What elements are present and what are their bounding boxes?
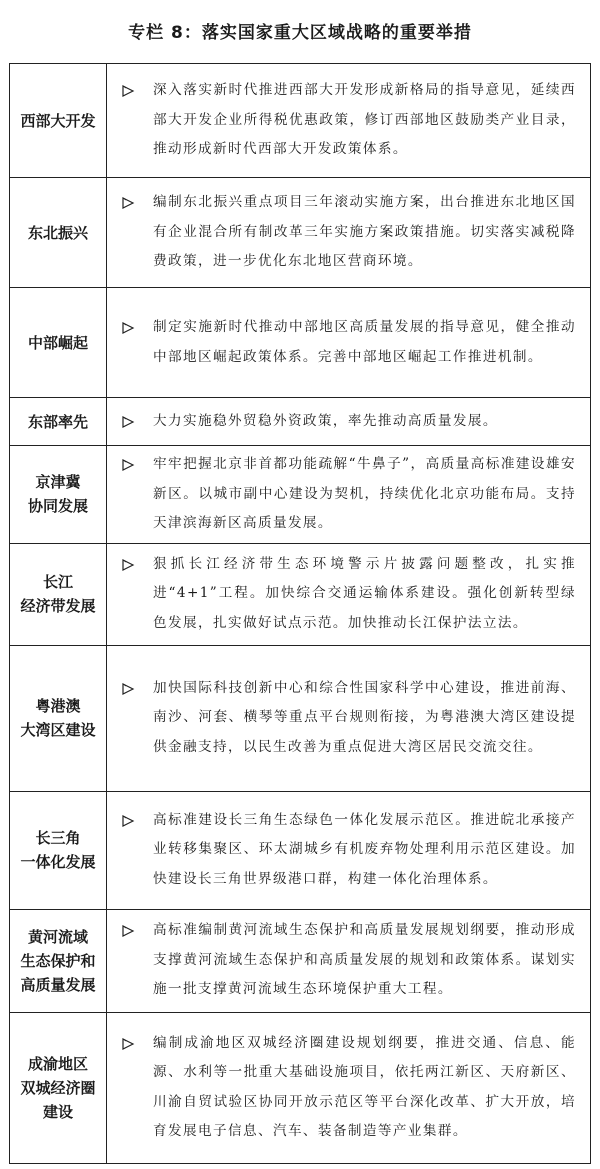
region-name-line: 成渝地区 xyxy=(27,1054,88,1073)
region-cell xyxy=(10,64,107,178)
measure-cell xyxy=(107,398,591,446)
table-row xyxy=(10,398,591,446)
arrow-bullet-icon xyxy=(121,196,135,210)
measure-cell xyxy=(107,178,591,288)
measure-text: 高标准建设长三角生态绿色一体化发展示范区。推进皖北承接产业转移集聚区、环太湖城乡有机废弃物处理利用示范区建设。加快建设长三角世界级港口群，构建一体化治理体系。 xyxy=(153,811,576,887)
region-cell xyxy=(10,446,107,544)
region-name-line: 东北振兴 xyxy=(27,223,88,242)
measure-item xyxy=(121,916,576,1005)
region-cell xyxy=(10,543,107,645)
measure-item xyxy=(121,188,576,277)
region-cell xyxy=(10,178,107,288)
region-name-line: 高质量发展 xyxy=(20,975,96,994)
region-cell xyxy=(10,398,107,446)
measure-item xyxy=(121,407,576,437)
measure-item xyxy=(121,550,576,639)
measure-item xyxy=(121,806,576,895)
region-name-line: 中部崛起 xyxy=(27,333,88,352)
arrow-bullet-icon xyxy=(121,84,135,98)
measure-text: 编制成渝地区双城经济圈建设规划纲要，推进交通、信息、能源、水利等一批重大基础设施项目，依托两江新区、天府新区、川渝自贸试验区协同开放示范区等平台深化改革、扩大开放，培育发展电子信息、汽车、装备制造等产业集群。 xyxy=(153,1034,576,1139)
measure-text: 制定实施新时代推动中部地区高质量发展的指导意见，健全推动中部地区崛起政策体系。完善中部地区崛起工作推进机制。 xyxy=(153,319,576,365)
measure-cell xyxy=(107,64,591,178)
measure-cell xyxy=(107,543,591,645)
region-name-line: 建设 xyxy=(42,1102,73,1121)
measure-text: 加快国际科技创新中心和综合性国家科学中心建设，推进前海、南沙、河套、横琴等重点平台规则衔接，为粤港澳大湾区建设提供金融支持，以民生改善为重点促进大湾区居民交流交往。 xyxy=(153,679,576,755)
arrow-bullet-icon xyxy=(121,682,135,696)
measure-cell xyxy=(107,909,591,1012)
measure-cell xyxy=(107,645,591,791)
arrow-bullet-icon xyxy=(121,924,135,938)
measure-text: 高标准编制黄河流域生态保护和高质量发展规划纲要，推动形成支撑黄河流域生态保护和高质量发展的规划和政策体系。谋划实施一批支撑黄河流域生态环境保护重大工程。 xyxy=(153,922,576,998)
table-row xyxy=(10,645,591,791)
table-row xyxy=(10,288,591,398)
measure-text: 大力实施稳外贸稳外资政策，率先推动高质量发展。 xyxy=(153,412,498,429)
region-name-line: 东部率先 xyxy=(27,412,88,431)
region-name-line: 西部大开发 xyxy=(20,111,96,130)
measure-cell xyxy=(107,1012,591,1163)
measure-item xyxy=(121,674,576,763)
region-cell xyxy=(10,645,107,791)
region-cell xyxy=(10,288,107,398)
region-name-line: 协同发展 xyxy=(27,497,88,516)
measure-cell xyxy=(107,446,591,544)
region-name-line: 长三角 xyxy=(35,829,81,847)
table-row xyxy=(10,1012,591,1163)
region-cell xyxy=(10,1012,107,1163)
measure-text: 牢牢把握北京非首都功能疏解“牛鼻子”，高质量高标准建设雄安新区。以城市副中心建设为契机，持续优化北京功能布局。支持天津滨海新区高质量发展。 xyxy=(153,456,576,531)
region-name-line: 粤港澳 xyxy=(35,697,81,715)
measure-cell xyxy=(107,791,591,909)
measure-text: 深入落实新时代推进西部大开发形成新格局的指导意见，延续西部大开发企业所得税优惠政策，修订西部地区鼓励类产业目录，推动形成新时代西部大开发政策体系。 xyxy=(153,82,576,158)
measure-cell xyxy=(107,288,591,398)
measures-table xyxy=(9,63,591,1164)
table-row xyxy=(10,791,591,909)
arrow-bullet-icon xyxy=(121,321,135,335)
table-row xyxy=(10,64,591,178)
region-name-line: 双城经济圈 xyxy=(20,1078,96,1097)
measure-item xyxy=(121,76,576,165)
region-name-line: 京津冀 xyxy=(35,473,81,492)
table-row xyxy=(10,446,591,544)
table-row xyxy=(10,178,591,288)
arrow-bullet-icon xyxy=(121,814,135,828)
arrow-bullet-icon xyxy=(121,415,135,429)
table-row xyxy=(10,543,591,645)
table-row xyxy=(10,909,591,1012)
arrow-bullet-icon xyxy=(121,1037,135,1051)
region-name-line: 黄河流域 xyxy=(27,927,88,946)
measure-text: 狠抓长江经济带生态环境警示片披露问题整改，扎实推进“4+1”工程。加快综合交通运输体系建设。强化创新转型绿色发展，扎实做好试点示范。加快推动长江保护法立法。 xyxy=(153,555,576,631)
measure-item xyxy=(121,450,576,539)
region-cell xyxy=(10,791,107,909)
region-name-line: 一体化发展 xyxy=(20,853,96,871)
arrow-bullet-icon xyxy=(121,458,135,472)
region-cell xyxy=(10,909,107,1012)
page-title: 专栏 8：落实国家重大区域战略的重要举措 xyxy=(128,23,472,43)
measure-text: 编制东北振兴重点项目三年滚动实施方案，出台推进东北地区国有企业混合所有制改革三年实施方案政策措施。切实落实减税降费政策，进一步优化东北地区营商环境。 xyxy=(153,194,576,270)
region-name-line: 长江 xyxy=(42,573,73,591)
arrow-bullet-icon xyxy=(121,558,135,572)
region-name-line: 经济带发展 xyxy=(20,597,96,615)
region-name-line: 生态保护和 xyxy=(20,951,96,970)
measure-item xyxy=(121,1029,576,1147)
measure-item xyxy=(121,313,576,372)
region-name-line: 大湾区建设 xyxy=(20,721,96,739)
